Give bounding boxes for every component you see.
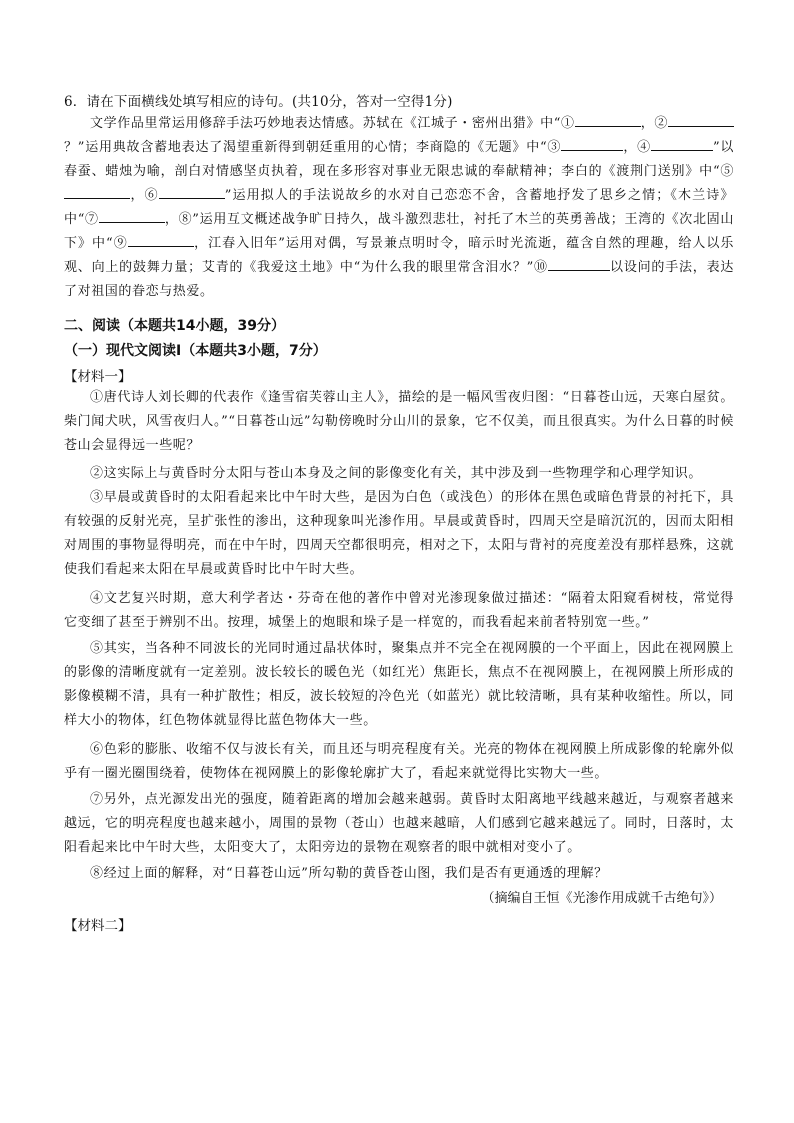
q6-text-10: 以设问的手法，表达了对祖国的眷恋与热爱。 — [64, 260, 734, 299]
blank-6[interactable] — [159, 184, 225, 199]
q6-text-6: ，⑥ — [130, 188, 159, 203]
material-1-paragraph-6: ⑥色彩的膨胀、收缩不仅与波长有关，而且还与明亮程度有关。光亮的物体在视网膜上所成影像的轮廓外似乎有一圈光圈围绕着，使物体在视网膜上的影像轮廓扩大了，看起来就觉得比实物大一些。 — [64, 742, 734, 781]
material-1-paragraph-1: ①唐代诗人刘长卿的代表作《逢雪宿芙蓉山主人》，描绘的是一幅风雪夜归图：“日暮苍山远，天寒白屋贫。柴门闻犬吠，风雪夜归人。”“日暮苍山远”勾勒傍晚时分山川的景象，它不仅美，而且很真实。为什么日暮的时候苍山会显得远一些呢？ — [64, 390, 734, 453]
blank-7[interactable] — [99, 208, 165, 223]
material-1-paragraph-3: ③早晨或黄昏时的太阳看起来比中午时大些，是因为白色（或浅色）的形体在黑色或暗色背景的衬托下，具有较强的反射光亮，呈扩张性的渗出，这种现象叫光渗作用。早晨或黄昏时，四周天空是暗沉沉的，因而太阳相对周围的事物显得明亮，而在中午时，四周天空都很明亮，相对之下，太阳与背衬的亮度差没有那样悬殊，这就使我们看起来太阳在早晨或黄昏时比中午时大些。 — [64, 490, 734, 577]
blank-10[interactable] — [548, 256, 610, 271]
blank-9[interactable] — [128, 232, 194, 247]
subsection-1-title: （一）现代文阅读Ⅰ（本题共3小题，7分） — [64, 343, 327, 359]
blank-5[interactable] — [64, 184, 130, 199]
question-6-body — [64, 112, 734, 304]
material-1-paragraph-7: ⑦另外，点光源发出光的强度，随着距离的增加会越来越弱。黄昏时太阳离地平线越来越近，与观察者越来越远，它的明亮程度也越来越小，周围的景物（苍山）也越来越暗，人们感到它越来越远了。同时，日落时，太阳看起来比中午时大些，太阳变大了，太阳旁边的景物在观察者的眼中就相对变小了。 — [64, 792, 734, 855]
q6-text-3: ？”运用典故含蓄地表达了渴望重新得到朝廷重用的心情；李商隐的《无题》中“③ — [64, 140, 562, 155]
q6-text-7: ”运用拟人的手法说故乡的水对自己恋恋不舍，含蓄地抒发了思乡之情；《木兰诗》中“⑦ — [64, 188, 734, 227]
material-2-label: 【材料二】 — [64, 918, 132, 934]
question-6-title: 6．请在下面横线处填写相应的诗句。(共10分，答对一空得1分) — [64, 94, 453, 110]
material-1-paragraph-4: ④文艺复兴时期，意大利学者达・芬奇在他的著作中曾对光渗现象做过描述：“隔着太阳窥看树枝，常觉得它变细了甚至于辨别不出。按理，城堡上的炮眼和垛子是一样宽的，而我看起来前者特别宽一些。” — [64, 591, 734, 630]
q6-text-8: ，⑧”运用互文概述战争旷日持久，战斗激烈悲壮，衬托了木兰的英勇善战；王湾的《次北固山下》中“⑨ — [64, 212, 734, 251]
material-1-source: （摘编自王恒《光渗作用成就千古绝句》） — [481, 891, 722, 906]
blank-3[interactable] — [561, 136, 623, 151]
q6-text-9: ，江春入旧年”运用对偶，写景兼点明时令，暗示时光流逝，蕴含自然的理趣，给人以乐观、向上的鼓舞力量；艾青的《我爱这土地》中“为什么我的眼里常含泪水？”⑩ — [64, 236, 734, 275]
material-1-label: 【材料一】 — [64, 369, 132, 385]
material-1-paragraph-2: ②这实际上与黄昏时分太阳与苍山本身及之间的影像变化有关，其中涉及到一些物理学和心理学知识。 — [90, 466, 703, 481]
material-1-paragraph-5: ⑤其实，当各种不同波长的光同时通过晶状体时，聚集点并不完全在视网膜的一个平面上，因此在视网膜上的影像的清晰度就有一定差别。波长较长的暖色光（如红光）焦距长，焦点不在视网膜上，在视网膜上所形成的影像模糊不清，具有一种扩散性；相反，波长较短的冷色光（如蓝光）就比较清晰，具有某种收缩性。所以，同样大小的物体，红色物体就显得比蓝色物体大一些。 — [64, 641, 734, 728]
section-2-title: 二、阅读（本题共14小题，39分） — [64, 318, 285, 334]
blank-1[interactable] — [575, 112, 641, 127]
material-1-paragraph-8: ⑧经过上面的解释，对“日暮苍山远”所勾勒的黄昏苍山图，我们是否有更通透的理解？ — [90, 866, 608, 881]
q6-text-2: ，② — [640, 116, 669, 131]
q6-text-1: 文学作品里常运用修辞手法巧妙地表达情感。苏轼在《江城子・密州出猎》中“① — [90, 116, 575, 131]
blank-2[interactable] — [668, 112, 734, 127]
q6-text-4: ，④ — [623, 140, 651, 155]
blank-4[interactable] — [651, 136, 713, 151]
q6-text-5: ”以春蚕、蜡烛为喻，剖白对情感坚贞执着，现在多形容对事业无限忠诚的奉献精神；李白的《渡荆门送别》中“⑤ — [64, 140, 734, 179]
